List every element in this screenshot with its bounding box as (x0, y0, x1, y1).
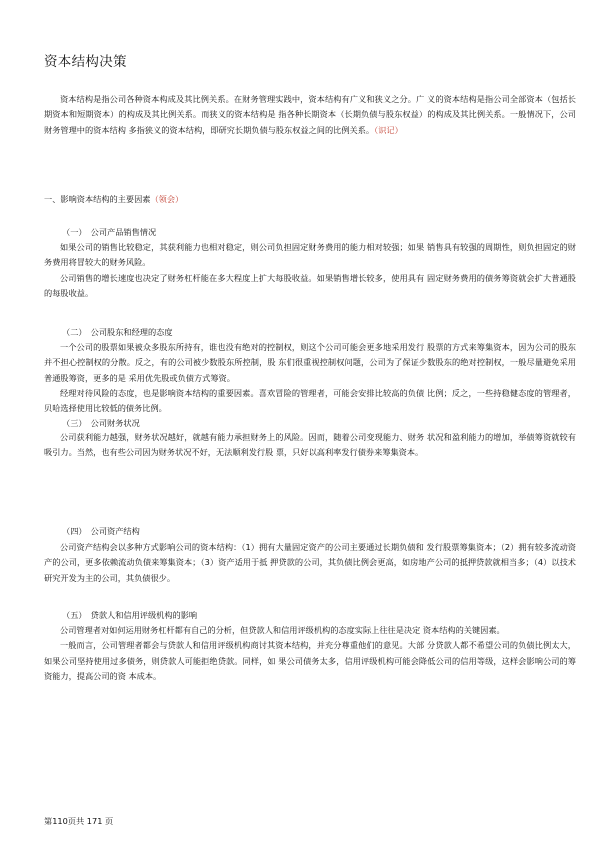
section-heading-text: 一、影响资本结构的主要因素 (44, 194, 151, 204)
paragraph: 公司资产结构会以多种方式影响公司的资本结构：（1）拥有大量固定资产的公司主要通过长期负债和 发行股票筹集资本；（2）拥有较多流动资产的公司，更多依赖流动负债来筹集资本；（3）资产适用于抵 押贷款的公司，其负债比例会更高，如房地产公司的抵押贷款就相当多；（4）以技术研究开发为主的公司，其负债很少。 (44, 542, 576, 583)
sub-heading-3: （三） 公司财务状况 (62, 418, 140, 428)
paragraph: 一个公司的股票如果被众多股东所持有，谁也没有绝对的控制权，则这个公司可能会更多地采用发行 股票的方式来筹集资本，因为公司的股东并不担心控制权的分散。反之，有的公司被少数股东所控制，股 东们很重视控制权问题，公司为了保证少数股东的绝对控制权，一般尽量避免采用普通股筹资，更多的是 采用优先股或负债方式筹资。 (44, 342, 576, 383)
intro-text: 资本结构是指公司各种资本构成及其比例关系。在财务管理实践中，资本结构有广义和狭义之分。广 义的资本结构是指公司全部资本（包括长期资本和短期资本）的构成及其比例关系。而狭义的资本结构是 指各种长期资本（长期负债与股东权益）的构成及其比例关系。一般情况下，公司财务管理中的资本结构 多指狭义的资本结构，即研究长期负债与股东权益之间的比例关系。 (44, 94, 576, 135)
page-title: 资本结构决策 (44, 54, 127, 70)
page-footer: 第110页共 171 页 (44, 816, 114, 826)
intro-hint: （识记） (374, 124, 403, 135)
sub-heading-2: （二） 公司股东和经理的态度 (62, 327, 173, 337)
sub-section-2-body (44, 340, 576, 416)
paragraph: 公司获利能力越强，财务状况越好，就越有能力承担财务上的风险。因而，随着公司变现能力、财务 状况和盈利能力的增加，举债筹资就较有吸引力。当然，也有些公司因为财务状况不好，无法顺利发行股 票，只好以高利率发行债券来筹集资本。 (44, 432, 576, 458)
paragraph: 公司管理者对如何运用财务杠杆都有自己的分析，但贷款人和信用评级机构的态度实际上往往是决定 资本结构的关键因素。 (60, 625, 505, 635)
paragraph: 公司销售的增长速度也决定了财务杠杆能在多大程度上扩大每股收益。如果销售增长较多，使用具有 固定财务费用的债务筹资就会扩大普通股的每股收益。 (44, 272, 576, 298)
sub-heading-4: （四） 公司资产结构 (62, 526, 140, 536)
section-heading-hint: （领会） (150, 194, 184, 204)
sub-section-4-body (44, 540, 576, 586)
paragraph: 如果公司的销售比较稳定，其获利能力也相对稳定，则公司负担固定财务费用的能力相对较强；如果 销售具有较强的周期性，则负担固定的财务费用将冒较大的财务风险。 (44, 242, 576, 268)
intro-paragraph (44, 92, 576, 138)
sub-section-5-body (44, 623, 576, 684)
sub-section-1-body (44, 240, 576, 301)
sub-heading-1: （一） 公司产品销售情况 (62, 227, 157, 237)
paragraph: 一般而言，公司管理者都会与贷款人和信用评级机构商讨其资本结构，并充分尊重他们的意见。大部 分贷款人都不希望公司的负债比例太大，如果公司坚持使用过多债务，则贷款人可能拒绝贷款。同样，如 果公司债务太多，信用评级机构可能会降低公司的信用等级，这样会影响公司的筹资能力，提高公司的资 本成本。 (44, 640, 576, 681)
sub-heading-5: （五） 贷款人和信用评级机构的影响 (62, 610, 198, 620)
paragraph: 经理对待风险的态度，也是影响资本结构的重要因素。喜欢冒险的管理者，可能会安排比较高的负债 比例；反之，一些持稳健态度的管理者，贝哈选择使用比较低的债务比例。 (44, 387, 576, 414)
section-heading (44, 193, 574, 205)
sub-section-3-body (44, 430, 576, 461)
